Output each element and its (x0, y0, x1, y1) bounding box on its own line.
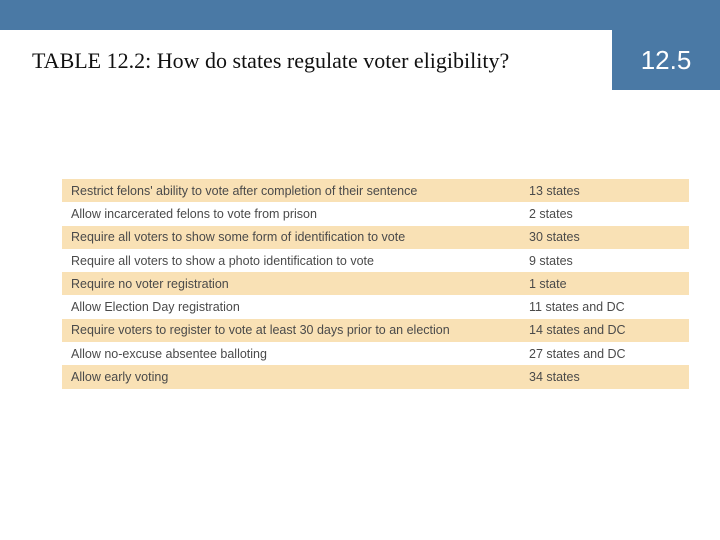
policy-cell: Require all voters to show a photo identification to vote (71, 253, 374, 268)
policy-cell: Require voters to register to vote at least 30 days prior to an election (71, 323, 450, 338)
table-row (62, 249, 689, 272)
table-row (62, 319, 689, 342)
policy-cell: Require all voters to show some form of identification to vote (71, 230, 406, 245)
table-row (62, 226, 689, 249)
section-number-badge: 12.5 (612, 30, 720, 90)
count-cell: 14 states and DC (529, 323, 626, 338)
count-cell: 9 states (529, 253, 573, 268)
top-accent-bar (0, 0, 720, 30)
voter-eligibility-table (62, 179, 689, 389)
count-cell: 11 states and DC (529, 300, 625, 315)
policy-cell: Restrict felons' ability to vote after completion of their sentence (71, 183, 418, 198)
table-row (62, 365, 689, 388)
count-cell: 1 state (529, 276, 567, 291)
policy-cell: Allow no-excuse absentee balloting (71, 346, 267, 361)
policy-cell: Allow early voting (71, 370, 169, 385)
count-cell: 2 states (529, 206, 573, 221)
count-cell: 30 states (529, 230, 580, 245)
policy-cell: Require no voter registration (71, 276, 229, 291)
table-row (62, 179, 689, 202)
policy-cell: Allow Election Day registration (71, 300, 240, 315)
page-title: TABLE 12.2: How do states regulate voter eligibility? (32, 48, 510, 73)
table-row (62, 272, 689, 295)
policy-cell: Allow incarcerated felons to vote from prison (71, 206, 317, 221)
table-row (62, 295, 689, 318)
table-row (62, 342, 689, 365)
count-cell: 34 states (529, 370, 580, 385)
table-row (62, 202, 689, 225)
count-cell: 27 states and DC (529, 346, 626, 361)
count-cell: 13 states (529, 183, 580, 198)
